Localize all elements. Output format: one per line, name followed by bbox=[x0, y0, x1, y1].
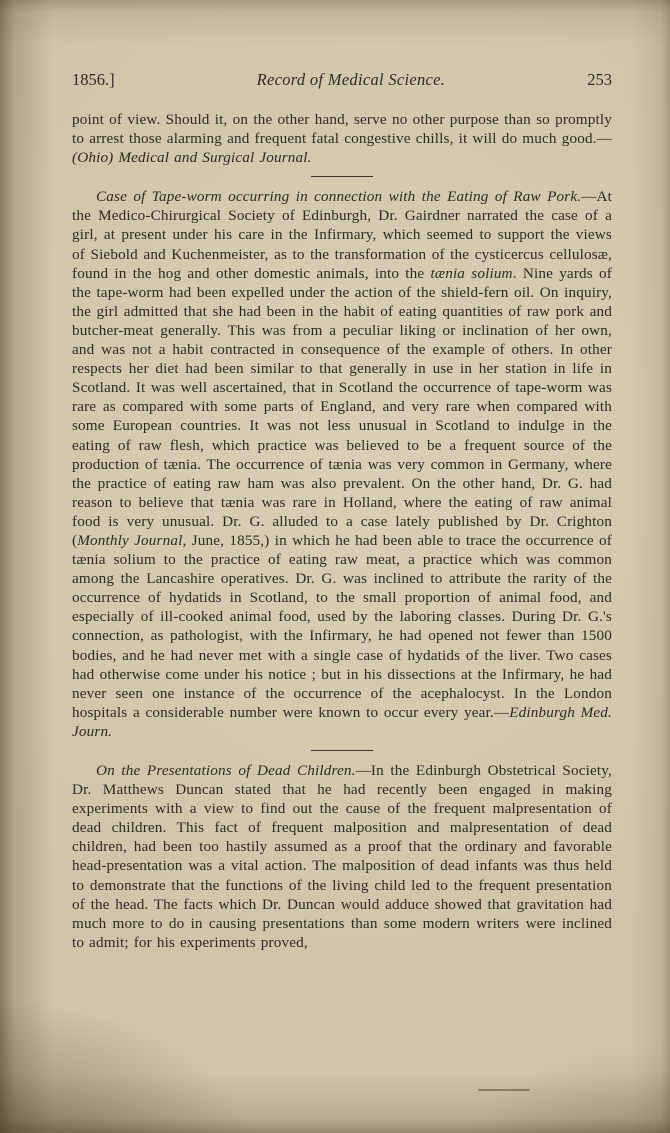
italic-text-segment: tænia solium bbox=[430, 264, 513, 282]
page-body bbox=[72, 110, 612, 952]
body-text-segment: —At the Medico-Chirurgical Society of Edinburgh, Dr. Gairdner narrated the case of a girl, at present under his care in the Infirmary, which seemed to support the views of Siebold and Kuchenmeister, as to the transformation of the cysticercus cellulosæ, found in the hog and other domestic animals, into the bbox=[72, 188, 612, 282]
header-date: 1856.] bbox=[72, 70, 115, 89]
body-text-segment: . Nine yards of the tape-worm had been expelled under the action of the shield-fern oil. On inquiry, the girl admitted that she had been in the habit of eating quantities of raw pork and butcher-meat generally. This was from a peculiar liking or inclination of her own, and was not a habit contracted in consequence of the example of others. In other respects her diet had been similar to that generally in use in her station in life in Scotland. It was well ascertained, that in Scotland the occurrence of tape-worm was rare as compared with some parts of England, and very rare when compared with some European countries. It was not less unusual in Scotland to indulge in the eating of raw flesh, which practice was believed to be a frequent source of the production of tænia. The occurrence of tænia was very common in Germany, where the practice of eating raw ham was also prevalent. On the other hand, Dr. G. had reason to believe that tænia was rare in Holland, where the eating of raw animal food is very unusual. Dr. G. alluded to a case lately published by Dr. Crighton ( bbox=[72, 264, 613, 549]
section-divider bbox=[311, 750, 373, 751]
body-text-segment: point of view. Should it, on the other hand, serve no other purpose than so promptly to arrest those alarming and frequent fatal congestive chills, it will do much good.— bbox=[72, 111, 612, 148]
italic-text-segment: Edinburgh Med. Journ. bbox=[72, 703, 612, 740]
italic-text-segment: (Ohio) Medical and Surgical Journal. bbox=[72, 149, 312, 167]
italic-text-segment: Monthly Journal, bbox=[77, 531, 187, 549]
italic-text-segment: Case of Tape-worm occurring in connection with the Eating of Raw Pork. bbox=[96, 188, 582, 206]
article-paragraph bbox=[72, 187, 612, 741]
journal-title: Record of Medical Science. bbox=[256, 70, 446, 89]
body-text-segment: June, 1855,) in which he had been able to trace the occurrence of tænia solium to the practice of eating raw meat, a practice which was common among the Lancashire operatives. Dr. G. was inclined to attribute the rarity of the occurrence of hydatids in Scotland, to the small proportion of animal food, and especially of ill-cooked animal food, used by the laboring classes. During Dr. G.'s connection, as pathologist, with the Infirmary, he had opened not fewer than 1500 bodies, and he had never met with a single case of hydatids of the liver. Two cases had otherwise come under his notice ; but in his dissections at the Infirmary, he had never seen one instance of the occurrence of the acephalocyst. In the London hospitals a considerable number were known to occur every year.— bbox=[72, 531, 613, 721]
page-header bbox=[72, 70, 612, 90]
body-text-segment: —In the Edinburgh Obstetrical Society, Dr. Matthews Duncan stated that he had recently been engaged in making experiments with a view to find out the cause of the frequent malpresentation of dead children. This fact of frequent malposition and malpresentation of dead children, had been too hastily assumed as a proof that the ordinary and favorable head-presentation was a vital action. The malposition of dead infants was thus held to demonstrate that the functions of the living child led to the frequent presentation of the head. The facts which Dr. Duncan would adduce showed that gravitation had much more to do in causing presentations than some modern writers were inclined to admit; for his experiments proved, bbox=[72, 762, 612, 951]
article-paragraph bbox=[72, 110, 612, 167]
scan-smudge-artifact bbox=[478, 1089, 530, 1091]
section-divider bbox=[311, 176, 373, 177]
italic-text-segment: On the Presentations of Dead Children. bbox=[96, 762, 356, 779]
article-paragraph bbox=[72, 761, 612, 952]
page-number: 253 bbox=[587, 70, 612, 89]
